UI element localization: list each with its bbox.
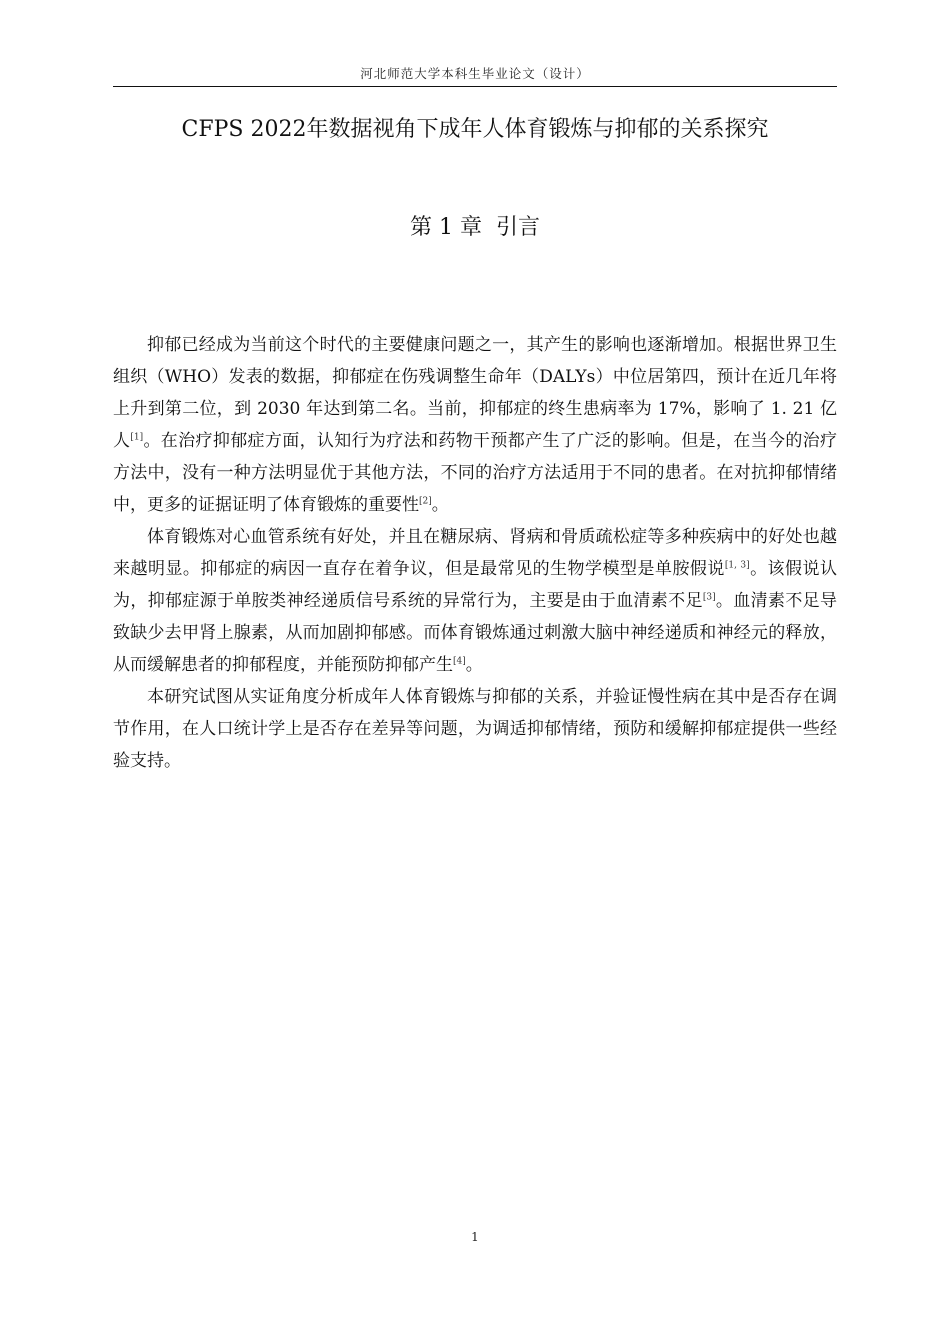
citation-marker: [2] bbox=[419, 496, 432, 507]
paragraph-text: 本研究试图从实证角度分析成年人体育锻炼与抑郁的关系，并验证慢性病在其中是否存在调节作用，在人口统计学上是否存在差异等问题，为调适抑郁情绪，预防和缓解抑郁症提供一些经验支持。 bbox=[113, 687, 837, 771]
citation-marker: [3] bbox=[702, 592, 716, 603]
paragraph-text: 体育锻炼对心血管系统有好处，并且在糖尿病、肾病和骨质疏松症等多种疾病中的好处也越来越明显。抑郁症的病因一直存在着争议，但是最常见的生物学模型是单胺假说 bbox=[113, 527, 837, 579]
body-text bbox=[113, 329, 837, 777]
paragraph-text: 。该假说认为，抑郁症源于单胺类神经递质信号系统的异常行为，主要是由于血清素不足 bbox=[113, 559, 838, 611]
page-number: 1 bbox=[471, 1230, 479, 1244]
chapter-heading: 第 1 章 引言 bbox=[410, 215, 540, 240]
citation-marker: [1, 3] bbox=[724, 560, 750, 571]
paragraph-1 bbox=[113, 329, 837, 521]
running-header: 河北师范大学本科生毕业论文（设计） bbox=[360, 66, 590, 81]
paragraph-text: 抑郁已经成为当前这个时代的主要健康问题之一，其产生的影响也逐渐增加。根据世界卫生组织（WHO）发表的数据，抑郁症在伤残调整生命年（DALYs）中位居第四，预计在近几年将上升到第二位，到 2030 年达到第二名。当前，抑郁症的终生患病率为 17%，影响了 1. 21 亿人 bbox=[113, 335, 837, 451]
paragraph-text: 。 bbox=[431, 495, 449, 515]
header-rule bbox=[113, 86, 837, 87]
paragraph-2 bbox=[113, 521, 837, 681]
paragraph-text: 。血清素不足导致缺少去甲肾上腺素，从而加剧抑郁感。而体育锻炼通过刺激大脑中神经递质和神经元的释放，从而缓解患者的抑郁程度，并能预防抑郁产生 bbox=[113, 591, 838, 675]
paragraph-text: 。 bbox=[465, 655, 483, 675]
citation-marker: [4] bbox=[453, 656, 466, 667]
paragraph-text: 。在治疗抑郁症方面，认知行为疗法和药物干预都产生了广泛的影响。但是，在当今的治疗方法中，没有一种方法明显优于其他方法，不同的治疗方法适用于不同的患者。在对抗抑郁情绪中，更多的证据证明了体育锻炼的重要性 bbox=[113, 431, 838, 515]
citation-marker: [1] bbox=[130, 432, 144, 443]
paragraph-3 bbox=[113, 681, 837, 777]
paper-title: CFPS 2022年数据视角下成年人体育锻炼与抑郁的关系探究 bbox=[181, 117, 769, 142]
